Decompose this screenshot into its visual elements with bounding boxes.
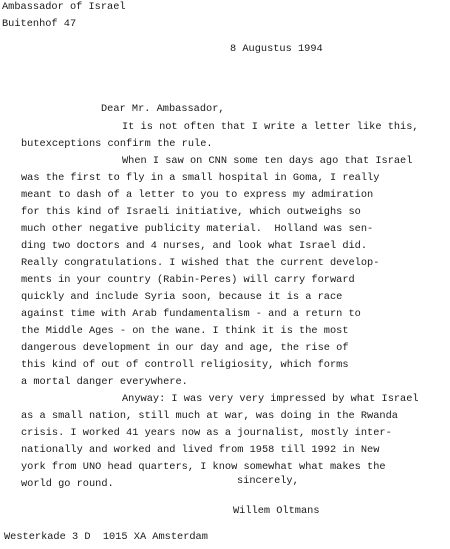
letter-date: 8 Augustus 1994 <box>230 43 323 55</box>
body-line: ding two doctors and 4 nurses, and look what Israel did. <box>21 240 368 252</box>
closing: sincerely, <box>237 475 299 487</box>
sender-address: Buitenhof 47 <box>2 18 77 30</box>
body-line: Really congratulations. I wished that the current develop- <box>21 257 380 269</box>
footer-address: Westerkade 3 D 1015 XA Amsterdam <box>4 531 208 543</box>
body-line: the Middle Ages - on the wane. I think it is the most <box>21 325 349 337</box>
body-line: was the first to fly in a small hospital in Goma, I really <box>21 172 380 184</box>
body-line: Anyway: I was very very impressed by what Israel <box>122 393 419 405</box>
salutation: Dear Mr. Ambassador, <box>101 103 225 115</box>
signature-name: Willem Oltmans <box>233 505 320 517</box>
body-line: When I saw on CNN some ten days ago that Israel <box>122 155 413 167</box>
body-line: crisis. I worked 41 years now as a journalist, mostly inter- <box>21 427 392 439</box>
body-line: for this kind of Israeli initiative, which outweighs so <box>21 206 361 218</box>
sender-name: Ambassador of Israel <box>2 1 126 13</box>
body-line: nationally and worked and lived from 1958 till 1992 in New <box>21 444 380 456</box>
body-line: this kind of out of controll religiosity, which forms <box>21 359 349 371</box>
body-line: dangerous development in our day and age, the rise of <box>21 342 349 354</box>
body-line: It is not often that I write a letter like this, <box>122 121 419 133</box>
body-line: as a small nation, still much at war, was doing in the Rwanda <box>21 410 398 422</box>
body-line: a mortal danger everywhere. <box>21 376 188 388</box>
body-line: ments in your country (Rabin-Peres) will carry forward <box>21 274 355 286</box>
body-line: butexceptions confirm the rule. <box>21 138 213 150</box>
body-line: against time with Arab fundamentalism - and a return to <box>21 308 361 320</box>
body-line: york from UNO head quarters, I know somewhat what makes the <box>21 461 386 473</box>
body-line: much other negative publicity material. Holland was sen- <box>21 223 374 235</box>
body-line: meant to dash of a letter to you to express my admiration <box>21 189 374 201</box>
body-line: quickly and include Syria soon, because it is a race <box>21 291 343 303</box>
body-line: world go round. <box>21 478 114 490</box>
